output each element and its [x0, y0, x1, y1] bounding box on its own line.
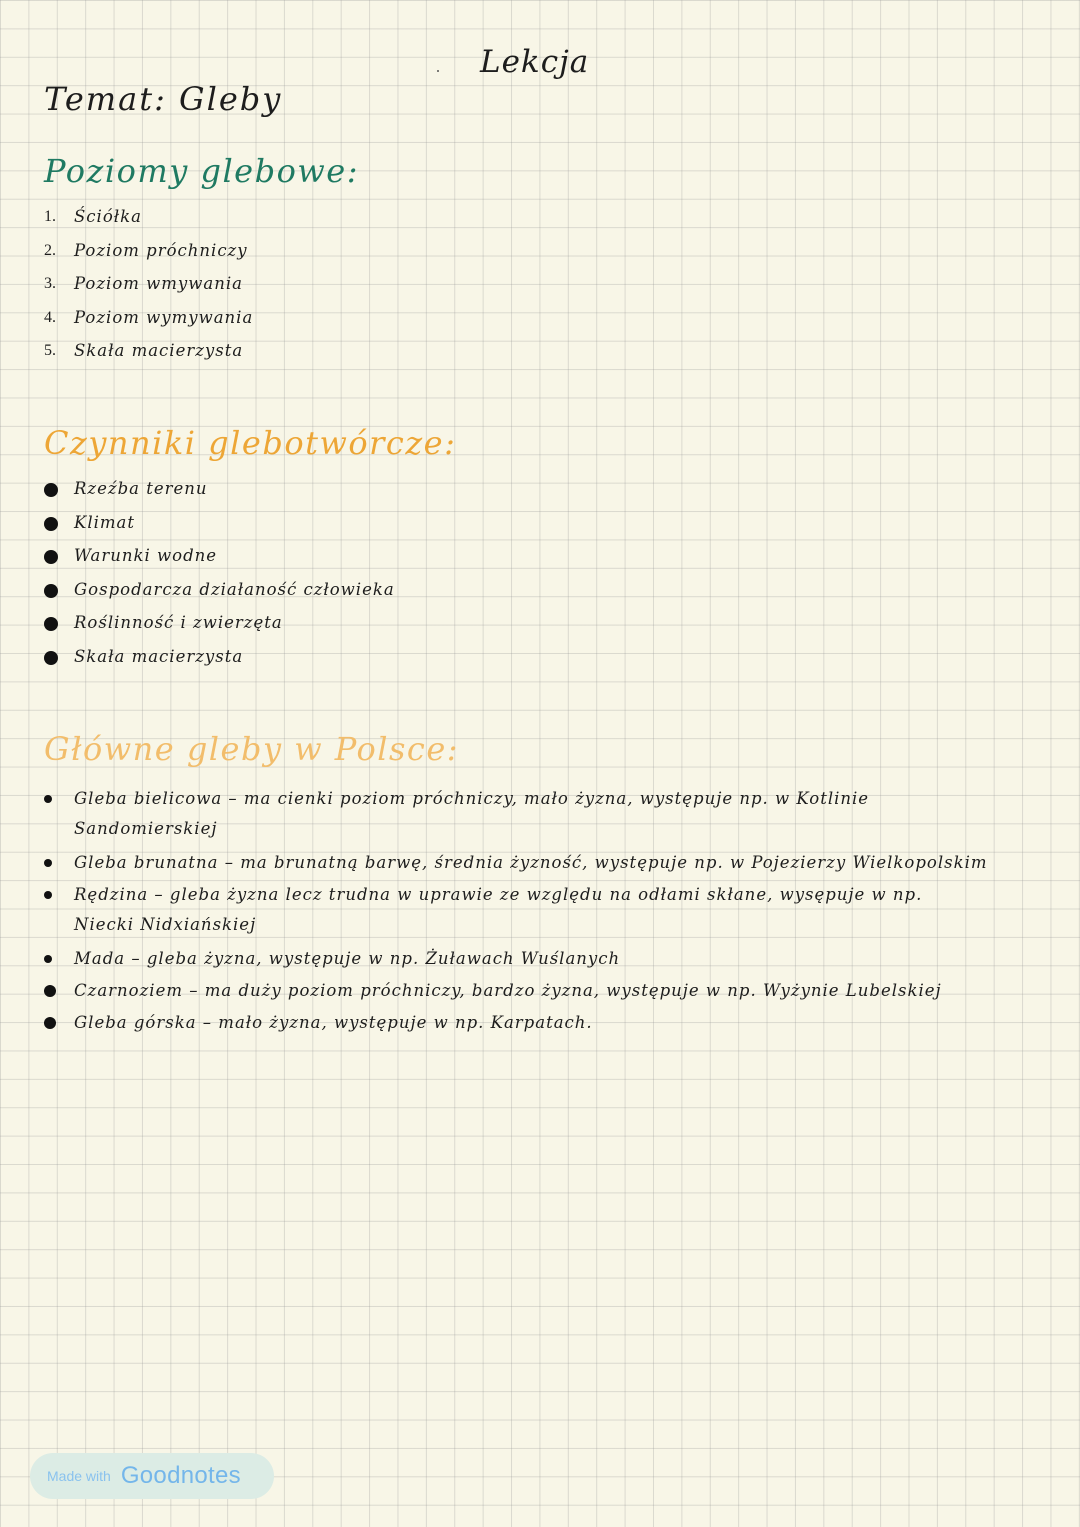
bullet-icon [44, 955, 52, 963]
list-item-text: Klimat [74, 512, 135, 532]
badge-made-with: Made with [47, 1468, 111, 1484]
list-item-text: Gleba bielicowa – ma cienki poziom próchniczy, mało żyzna, występuje np. w Kotlinie Sandomierskiej [74, 789, 870, 838]
list-item-text: Poziom wymywania [74, 307, 254, 327]
section-title-factors: Czynniki glebotwórcze: [44, 424, 457, 462]
lesson-label: Lekcja [480, 44, 590, 80]
list-number: 2. [44, 241, 56, 259]
list-number: 3. [44, 275, 56, 292]
page-title: Temat: Gleby [44, 80, 283, 118]
bullet-icon [44, 795, 52, 803]
list-item-text: Skała macierzysta [74, 341, 244, 360]
list-item [0, 848, 1030, 878]
bullet-icon [44, 859, 52, 867]
bullet-icon [44, 517, 58, 531]
list-item-text: Poziom wmywania [74, 274, 243, 293]
list-item-text: Czarnoziem – ma duży poziom próchniczy, bardzo żyzna, występuje w np. Wyżynie Lubelskiej [74, 981, 942, 1000]
bullet-icon [44, 1017, 56, 1029]
made-with-goodnotes-badge[interactable] [30, 1453, 274, 1499]
list-item-text: Gospodarcza działaność człowieka [74, 579, 395, 599]
list-item-text: Roślinność i zwierzęta [74, 613, 283, 633]
list-number: 5. [44, 342, 56, 359]
list-item-text: Gleba górska – mało żyzna, występuje w np. Karpatach. [74, 1013, 593, 1032]
bullet-icon [44, 891, 52, 899]
list-item-text: Warunki wodne [74, 546, 218, 566]
section-title-horizons: Poziomy glebowe: [44, 152, 359, 190]
list-number: 1. [44, 208, 56, 225]
list-item-text: Gleba brunatna – ma brunatną barwę, średnia żyzność, występuje np. w Pojezierzy Wielkopolskim [74, 853, 988, 872]
soils-list [0, 784, 1030, 1040]
list-item-text: Rędzina – gleba żyzna lecz trudna w uprawie ze względu na odłami skłane, wysępuje w np. Niecki Nidxiańskiej [74, 885, 923, 934]
list-item [0, 880, 960, 940]
list-item [0, 976, 960, 1006]
bullet-icon [44, 483, 58, 497]
section-title-soils: Główne gleby w Polsce: [44, 730, 460, 768]
list-item [0, 944, 960, 974]
list-number: 4. [44, 308, 56, 326]
pen-dot [437, 70, 439, 72]
bullet-icon [44, 985, 56, 997]
list-item-text: Skała macierzysta [74, 646, 244, 666]
list-item-text: Ściółka [74, 207, 142, 226]
bullet-icon [44, 651, 58, 665]
list-item [0, 784, 960, 844]
bullet-icon [44, 584, 58, 598]
list-item-text: Mada – gleba żyzna, występuje w np. Żuławach Wuślanych [74, 949, 621, 968]
badge-brand: Goodnotes [120, 1462, 241, 1489]
list-item-text: Poziom próchniczy [74, 240, 248, 260]
bullet-icon [44, 550, 58, 564]
list-item [0, 1008, 960, 1038]
bullet-icon [44, 617, 58, 631]
list-item-text: Rzeźba terenu [74, 479, 208, 498]
